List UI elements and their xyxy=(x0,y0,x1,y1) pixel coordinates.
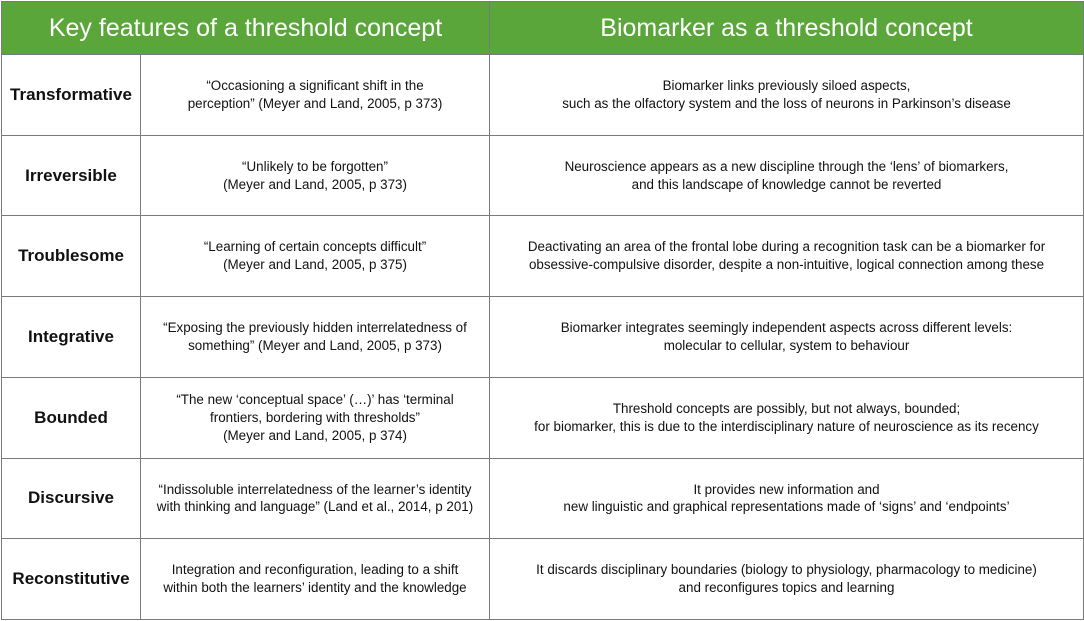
feature-quote xyxy=(141,297,490,378)
biomarker-line: and this landscape of knowledge cannot be reverted xyxy=(631,176,942,192)
biomarker-description xyxy=(490,216,1084,297)
quote-line: (Meyer and Land, 2005, p 375) xyxy=(223,257,407,273)
quote-line: Integration and reconfiguration, leading to a shift xyxy=(171,562,459,578)
feature-name: Discursive xyxy=(2,458,141,539)
biomarker-line: for biomarker, this is due to the interdisciplinary nature of neuroscience as its recency xyxy=(534,418,1039,434)
header-row xyxy=(2,2,1084,55)
biomarker-line: Biomarker links previously siloed aspects, xyxy=(662,78,911,94)
quote-line: “Learning of certain concepts difficult” xyxy=(203,239,427,255)
biomarker-description xyxy=(490,539,1084,620)
feature-quote xyxy=(141,458,490,539)
feature-quote xyxy=(141,135,490,216)
feature-quote xyxy=(141,216,490,297)
biomarker-line: molecular to cellular, system to behaviour xyxy=(663,337,910,353)
header-biomarker: Biomarker as a threshold concept xyxy=(490,2,1084,55)
table-row xyxy=(2,55,1084,136)
table-row xyxy=(2,216,1084,297)
quote-line: “The new ‘conceptual space’ (…)’ has ‘terminal xyxy=(176,391,454,407)
feature-name: Irreversible xyxy=(2,135,141,216)
feature-name: Integrative xyxy=(2,297,141,378)
quote-line: (Meyer and Land, 2005, p 374) xyxy=(223,427,407,443)
quote-line: within both the learners’ identity and the knowledge xyxy=(163,580,467,596)
biomarker-description xyxy=(490,55,1084,136)
biomarker-line: It discards disciplinary boundaries (biology to physiology, pharmacology to medicine) xyxy=(536,562,1037,578)
feature-name: Troublesome xyxy=(2,216,141,297)
table-row xyxy=(2,377,1084,458)
table-row xyxy=(2,297,1084,378)
feature-name: Transformative xyxy=(2,55,141,136)
quote-line: “Unlikely to be forgotten” xyxy=(242,158,388,174)
biomarker-line: Threshold concepts are possibly, but not always, bounded; xyxy=(612,400,961,416)
table-row xyxy=(2,135,1084,216)
quote-line: perception” (Meyer and Land, 2005, p 373) xyxy=(187,95,443,111)
quote-line: “Exposing the previously hidden interrelatedness of xyxy=(163,320,467,336)
header-key-features: Key features of a threshold concept xyxy=(2,2,490,55)
biomarker-description xyxy=(490,297,1084,378)
biomarker-line: obsessive-compulsive disorder, despite a non-intuitive, logical connection among these xyxy=(528,257,1045,273)
feature-name: Reconstitutive xyxy=(2,539,141,620)
biomarker-description xyxy=(490,377,1084,458)
biomarker-line: Deactivating an area of the frontal lobe during a recognition task can be a biomarker for xyxy=(527,239,1046,255)
feature-quote xyxy=(141,539,490,620)
biomarker-line: Biomarker integrates seemingly independent aspects across different levels: xyxy=(560,320,1013,336)
quote-line: frontiers, bordering with thresholds” xyxy=(210,409,420,425)
biomarker-line: such as the olfactory system and the loss of neurons in Parkinson’s disease xyxy=(562,95,1011,111)
feature-name: Bounded xyxy=(2,377,141,458)
feature-quote xyxy=(141,377,490,458)
table-row xyxy=(2,458,1084,539)
biomarker-line: It provides new information and xyxy=(693,481,880,497)
biomarker-line: Neuroscience appears as a new discipline through the ‘lens’ of biomarkers, xyxy=(564,158,1009,174)
quote-line: “Indissoluble interrelatedness of the learner’s identity xyxy=(158,481,472,497)
biomarker-description xyxy=(490,135,1084,216)
biomarker-description xyxy=(490,458,1084,539)
quote-line: with thinking and language” (Land et al., 2014, p 201) xyxy=(156,499,474,515)
threshold-concept-table xyxy=(1,1,1084,620)
table-row xyxy=(2,539,1084,620)
quote-line: something” (Meyer and Land, 2005, p 373) xyxy=(188,337,442,353)
biomarker-line: and reconfigures topics and learning xyxy=(678,580,895,596)
feature-quote xyxy=(141,55,490,136)
quote-line: (Meyer and Land, 2005, p 373) xyxy=(223,176,407,192)
biomarker-line: new linguistic and graphical representations made of ‘signs’ and ‘endpoints’ xyxy=(563,499,1010,515)
quote-line: “Occasioning a significant shift in the xyxy=(206,78,424,94)
